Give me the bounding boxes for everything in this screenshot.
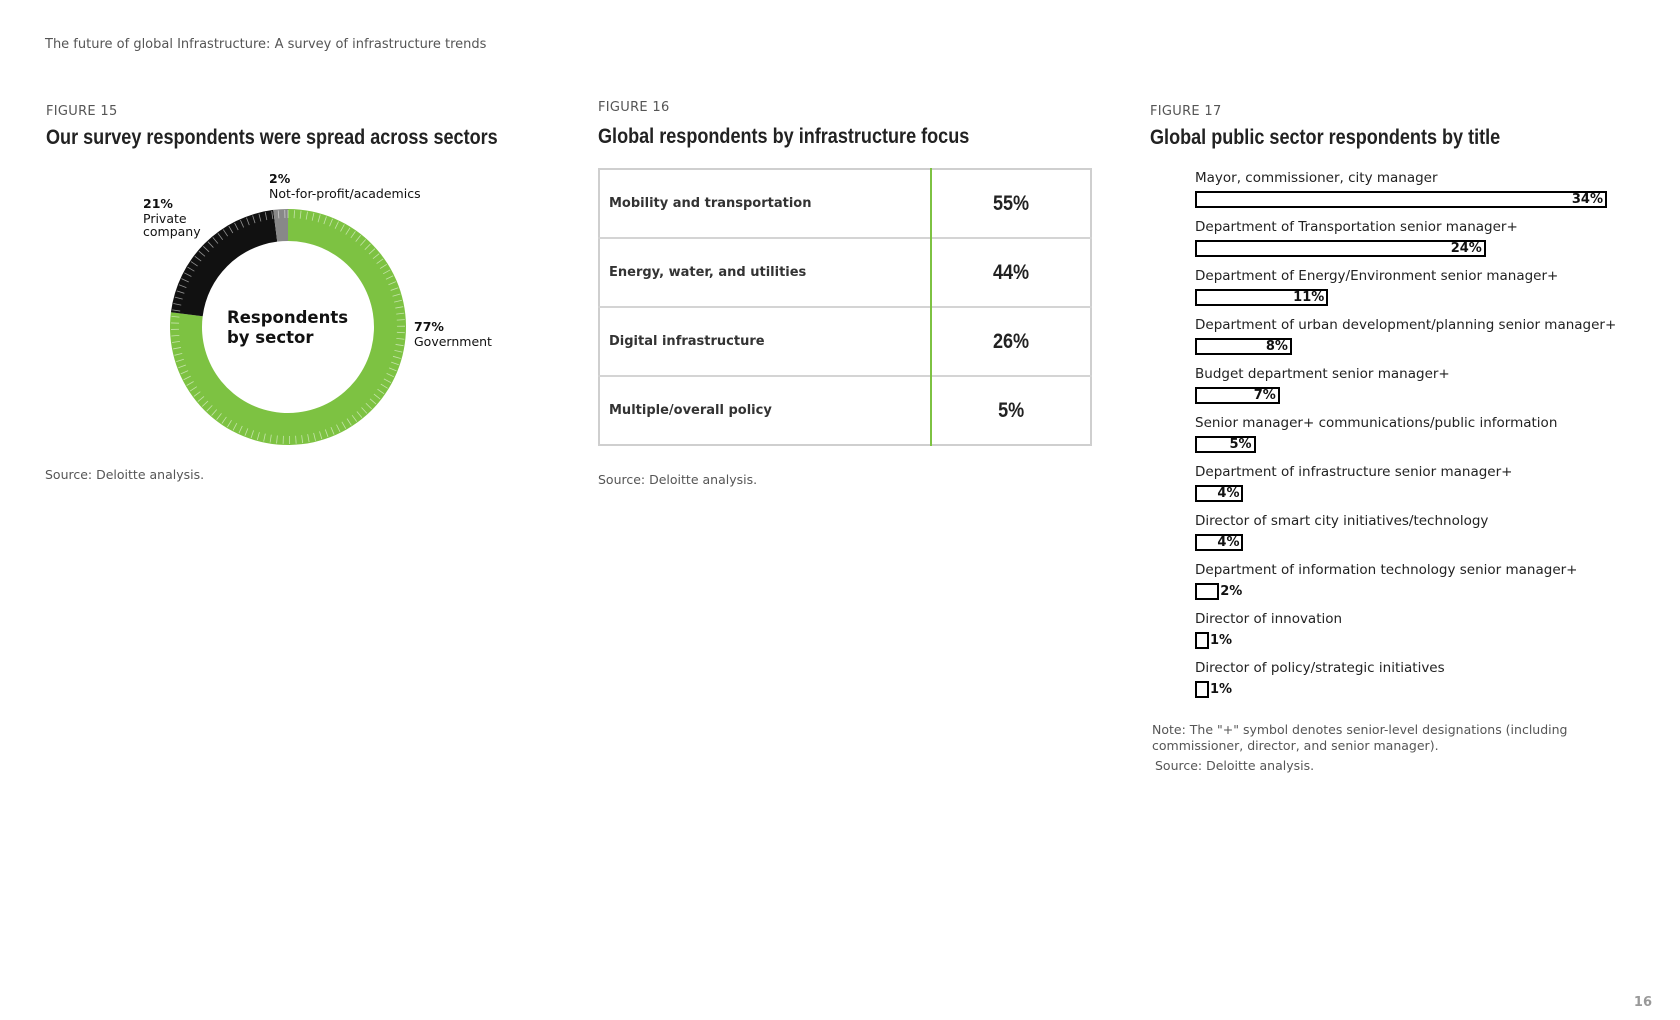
slice-label-private-pct: 21% <box>143 196 173 211</box>
fig17-source: Source: Deloitte analysis. <box>1155 758 1315 773</box>
fig17-label: FIGURE 17 <box>1150 104 1222 119</box>
slice-label-private-name-1: Private <box>143 211 187 226</box>
slice-label-nonprofit-name: Not-for-profit/academics <box>269 186 421 201</box>
slice-label-government-pct: 77% <box>414 319 444 334</box>
title-row <box>1195 658 1615 707</box>
title-bar-value: 7% <box>1253 388 1276 403</box>
title-bar-value: 24% <box>1450 241 1482 256</box>
title-label: Senior manager+ communications/public information <box>1195 415 1558 431</box>
focus-value: 44% <box>992 260 1030 284</box>
title-label: Department of urban development/planning senior manager+ <box>1195 317 1617 333</box>
title-bar-value: 8% <box>1265 339 1288 354</box>
title-bar <box>1195 681 1209 698</box>
title-row <box>1195 364 1615 413</box>
title-bar <box>1195 583 1219 600</box>
title-label: Department of Energy/Environment senior manager+ <box>1195 268 1559 284</box>
fig16-label: FIGURE 16 <box>598 100 670 115</box>
fig15-donut-chart <box>130 165 510 455</box>
title-row <box>1195 511 1615 560</box>
fig15-source: Source: Deloitte analysis. <box>45 467 205 482</box>
focus-value: 55% <box>992 191 1030 215</box>
title-label: Director of innovation <box>1195 611 1343 627</box>
title-row <box>1195 168 1615 217</box>
donut-center-line2: by sector <box>227 328 314 347</box>
focus-value: 5% <box>997 398 1025 422</box>
table-row <box>599 307 1091 376</box>
focus-label: Multiple/overall policy <box>599 376 931 445</box>
focus-label: Digital infrastructure <box>599 307 931 376</box>
slice-label-private-name-2: company <box>143 224 201 239</box>
table-row <box>599 238 1091 307</box>
fig16-title: Global respondents by infrastructure focus <box>598 125 970 148</box>
title-bar-value: 1% <box>1210 682 1233 697</box>
title-row <box>1195 560 1615 609</box>
title-row <box>1195 315 1615 364</box>
title-bar <box>1195 240 1486 257</box>
page-number: 16 <box>1633 995 1652 1010</box>
title-label: Director of policy/strategic initiatives <box>1195 660 1445 676</box>
fig16-table <box>598 168 1092 446</box>
fig15-title: Our survey respondents were spread across sectors <box>46 126 498 149</box>
title-bar-value: 11% <box>1293 290 1325 305</box>
title-bar-value: 5% <box>1229 437 1252 452</box>
title-row <box>1195 462 1615 511</box>
donut-slices <box>170 209 406 445</box>
fig15-label: FIGURE 15 <box>46 104 118 119</box>
title-bar <box>1195 632 1209 649</box>
focus-label: Energy, water, and utilities <box>599 238 931 307</box>
title-bar <box>1195 191 1607 208</box>
table-row <box>599 376 1091 445</box>
focus-label: Mobility and transportation <box>599 169 931 238</box>
title-label: Department of Transportation senior manager+ <box>1195 219 1518 235</box>
fig17-bar-chart <box>1195 168 1615 707</box>
title-bar-value: 1% <box>1210 633 1233 648</box>
title-label: Director of smart city initiatives/technology <box>1195 513 1489 529</box>
title-label: Budget department senior manager+ <box>1195 366 1450 382</box>
title-row <box>1195 217 1615 266</box>
title-row <box>1195 413 1615 462</box>
running-head: The future of global Infrastructure: A survey of infrastructure trends <box>45 37 487 52</box>
slice-label-nonprofit-pct: 2% <box>269 171 291 186</box>
donut-texture-tick <box>296 436 297 444</box>
table-row <box>599 169 1091 238</box>
title-bar-value: 4% <box>1217 535 1240 550</box>
title-label: Department of infrastructure senior manager+ <box>1195 464 1513 480</box>
title-bar-value: 4% <box>1217 486 1240 501</box>
fig16-source: Source: Deloitte analysis. <box>598 472 758 487</box>
donut-center-line1: Respondents <box>227 308 349 327</box>
title-row <box>1195 266 1615 315</box>
slice-label-government-name: Government <box>414 334 492 349</box>
title-bar-value: 34% <box>1571 192 1603 207</box>
fig17-title: Global public sector respondents by title <box>1150 126 1501 149</box>
title-label: Mayor, commissioner, city manager <box>1195 170 1438 186</box>
title-label: Department of information technology senior manager+ <box>1195 562 1578 578</box>
title-bar-value: 2% <box>1220 584 1243 599</box>
fig17-note: Note: The "+" symbol denotes senior-level designations (including commissioner, director, and senior manager). <box>1152 722 1568 753</box>
title-row <box>1195 609 1615 658</box>
donut-texture-tick <box>397 320 405 321</box>
focus-value: 26% <box>992 329 1030 353</box>
